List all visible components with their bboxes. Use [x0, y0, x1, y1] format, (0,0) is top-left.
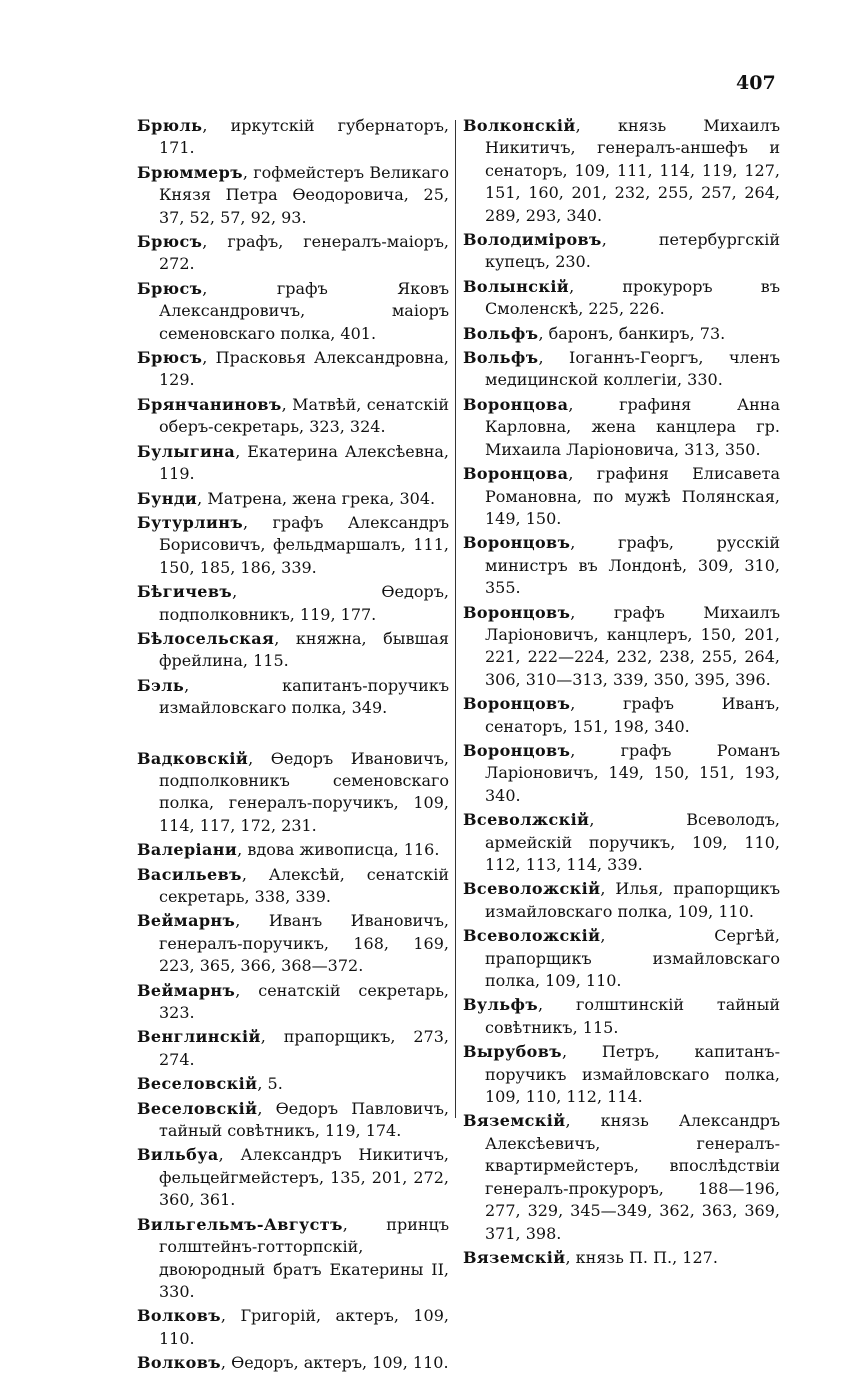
index-entry	[463, 463, 780, 530]
index-entry	[137, 1098, 449, 1143]
index-entry	[137, 1026, 449, 1071]
entry-text: , Иванъ Ивановичъ, генералъ-поручикъ, 168, 169, 223, 365, 366, 368—372.	[159, 911, 449, 976]
entry-headword: Вырубовъ	[463, 1042, 562, 1062]
entry-text: , графиня Елисавета Романовна, по мужѣ Полянская, 149, 150.	[485, 464, 780, 528]
entry-headword: Воронцовъ	[463, 602, 571, 622]
entry-headword: Брюсъ	[137, 348, 203, 368]
entry-headword: Волконскій	[463, 116, 576, 135]
entry-headword: Всеволожскій	[463, 879, 601, 899]
left-column	[137, 115, 449, 1377]
entry-text: , князь Михаилъ Никитичъ, генералъ-аншефъ и сенаторъ, 109, 111, 114, 119, 127, 151, 160, 201, 232, 255, 257, 264, 289, 293, 340.	[485, 116, 780, 225]
index-entry	[137, 980, 449, 1025]
entry-text: , иркутскій губернаторъ, 171.	[159, 116, 449, 158]
entry-text: , баронъ, банкиръ, 73.	[538, 323, 726, 343]
entry-headword: Брянчаниновъ	[137, 394, 282, 414]
entry-headword: Воронцовъ	[463, 740, 571, 760]
entry-headword: Булыгина	[137, 441, 236, 461]
index-entry	[137, 581, 449, 626]
entry-text: , графъ Яковъ Александровичъ, маіоръ семеновскаго полка, 401.	[159, 278, 449, 343]
entry-text: , Матрена, жена грека, 304.	[197, 488, 436, 508]
index-entry	[463, 994, 780, 1039]
index-entry	[463, 878, 780, 923]
entry-headword: Брюсъ	[137, 232, 203, 252]
entry-text: , Матвѣй, сенатскій оберъ-секретарь, 323, 324.	[159, 394, 449, 437]
entry-text: , графъ Иванъ, сенаторъ, 151, 198, 340.	[485, 694, 780, 736]
index-entry	[137, 231, 449, 276]
entry-headword: Бунди	[137, 488, 198, 508]
entry-headword: Волынскій	[463, 276, 570, 296]
index-entry	[463, 1110, 780, 1244]
entry-text: , Петръ, капитанъ-поручикъ измайловскаго полка, 109, 110, 112, 114.	[485, 1042, 780, 1107]
index-entry	[463, 740, 780, 807]
index-entry	[137, 162, 449, 229]
entry-text: , сенатскій секретарь, 323.	[159, 980, 449, 1023]
entry-headword: Васильевъ	[137, 864, 242, 884]
index-entry	[137, 628, 449, 673]
entry-headword: Волковъ	[137, 1353, 221, 1373]
index-entry	[463, 229, 780, 274]
index-entry	[137, 839, 449, 861]
index-entry	[463, 602, 780, 692]
entry-headword: Бѣлосельская	[137, 628, 275, 648]
index-entry	[137, 1352, 449, 1374]
entry-text: , Іоганнъ-Георгъ, членъ медицинской коллегіи, 330.	[485, 348, 780, 390]
index-entry	[463, 532, 780, 599]
entry-headword: Вольфъ	[463, 348, 539, 368]
entry-headword: Веселовскій	[137, 1098, 258, 1118]
entry-text: , 5.	[257, 1074, 283, 1094]
entry-headword: Вяземскій	[463, 1111, 566, 1131]
entry-text: , Григорій, актеръ, 109, 110.	[159, 1306, 449, 1348]
index-entry	[137, 1144, 449, 1211]
entry-text: , графъ, генералъ-маіоръ, 272.	[159, 232, 449, 274]
entry-text: , капитанъ-поручикъ измайловскаго полка, 349.	[159, 675, 449, 718]
entry-text: , Илья, прапорщикъ измайловскаго полка, 109, 110.	[485, 879, 780, 921]
entry-text: , гофмейстеръ Великаго Князя Петра Ѳеодоровича, 25, 37, 52, 57, 92, 93.	[159, 162, 449, 227]
entry-headword: Брюсъ	[137, 278, 203, 298]
entry-text: , принцъ голштейнъ-готторпскій, двоюродный братъ Екатерины II, 330.	[159, 1214, 449, 1301]
index-entry	[463, 115, 780, 227]
entry-text: , князь П. П., 127.	[565, 1247, 718, 1267]
entry-headword: Всеволожскій	[463, 926, 601, 946]
entry-text: , Прасковья Александровна, 129.	[159, 348, 449, 390]
index-entry	[463, 347, 780, 392]
entry-text: , вдова живописца, 116.	[237, 840, 440, 860]
index-entry	[137, 1073, 449, 1095]
entry-text: , Ѳедоръ, актеръ, 109, 110.	[220, 1353, 449, 1373]
entry-headword: Веймарнъ	[137, 980, 236, 1000]
entry-headword: Бѣгичевъ	[137, 582, 233, 602]
index-entry	[137, 115, 449, 160]
entry-headword: Валеріани	[137, 840, 238, 860]
index-entry	[137, 1305, 449, 1350]
entry-headword: Всеволжскій	[463, 810, 590, 830]
index-entry	[137, 488, 449, 510]
index-entry	[137, 394, 449, 439]
index-entry	[463, 394, 780, 461]
entry-text: , графиня Анна Карловна, жена канцлера гр. Михаила Ларіоновича, 313, 350.	[485, 394, 780, 459]
index-entry	[463, 925, 780, 992]
index-entry	[137, 748, 449, 838]
entry-headword: Вильгельмъ-Августъ	[137, 1214, 343, 1234]
entry-text: , петербургскій купецъ, 230.	[485, 230, 780, 272]
entry-headword: Володиміровъ	[463, 230, 602, 250]
index-entry	[463, 693, 780, 738]
index-entry	[463, 276, 780, 321]
index-entry	[137, 864, 449, 909]
entry-text: , князь Александръ Алексѣевичъ, генералъ-квартирмейстеръ, впослѣдствіи генералъ-прокуроръ, 188—196, 277, 329, 345—349, 362, 363, 369, 371, 398.	[485, 1111, 780, 1243]
entry-headword: Веймарнъ	[137, 911, 236, 931]
entry-text: , графъ, русскій министръ въ Лондонѣ, 309, 310, 355.	[485, 533, 780, 598]
index-entry	[463, 1247, 780, 1269]
entry-headword: Брюммеръ	[137, 162, 243, 182]
index-entry	[137, 441, 449, 486]
entry-text: , графъ Александръ Борисовичъ, фельдмаршалъ, 111, 150, 185, 186, 339.	[159, 512, 449, 577]
entry-headword: Брюль	[137, 116, 203, 135]
entry-text: , Александръ Никитичъ, фельцейгмейстеръ, 135, 201, 272, 360, 361.	[159, 1145, 449, 1210]
entry-text: , Всеволодъ, армейскій поручикъ, 109, 110, 112, 113, 114, 339.	[485, 810, 780, 874]
entry-text: , графъ Михаилъ Ларіоновичъ, канцлеръ, 150, 201, 221, 222—224, 232, 238, 255, 264, 306, 310—313, 339, 350, 395, 396.	[485, 602, 780, 689]
index-entry	[137, 347, 449, 392]
entry-text: , Ѳедоръ, подполковникъ, 119, 177.	[159, 582, 449, 624]
entry-headword: Вадковскій	[137, 748, 249, 768]
index-entry	[463, 323, 780, 345]
index-entry	[137, 910, 449, 977]
entry-text: , графъ Романъ Ларіоновичъ, 149, 150, 151, 193, 340.	[485, 740, 780, 805]
entry-headword: Бэль	[137, 675, 185, 695]
entry-headword: Воронцовъ	[463, 694, 571, 714]
entry-headword: Вильбуа	[137, 1145, 219, 1165]
entry-headword: Бутурлинъ	[137, 512, 243, 532]
entry-text: , Сергѣй, прапорщикъ измайловскаго полка, 109, 110.	[485, 926, 780, 991]
entry-text: , прапорщикъ, 273, 274.	[159, 1027, 449, 1069]
entry-headword: Веселовскій	[137, 1074, 258, 1094]
entry-headword: Венглинскій	[137, 1027, 261, 1047]
entry-text: , голштинскій тайный совѣтникъ, 115.	[485, 995, 780, 1037]
entry-text: , Ѳедоръ Ивановичъ, подполковникъ семеновскаго полка, генералъ-поручикъ, 109, 114, 117, 172, 231.	[159, 748, 449, 835]
entry-headword: Воронцовъ	[463, 533, 571, 553]
entry-text: , Ѳедоръ Павловичъ, тайный совѣтникъ, 119, 174.	[159, 1098, 449, 1141]
entry-headword: Воронцова	[463, 394, 569, 414]
entry-text: , прокуроръ въ Смоленскѣ, 225, 226.	[485, 276, 780, 319]
right-column	[463, 115, 780, 1271]
entry-text: , Алексѣй, сенатскій секретарь, 338, 339.	[159, 864, 449, 906]
index-entry	[137, 278, 449, 345]
entry-headword: Вульфъ	[463, 995, 539, 1015]
entry-text: , княжна, бывшая фрейлина, 115.	[159, 628, 449, 671]
index-entry	[137, 675, 449, 720]
index-entry	[463, 809, 780, 876]
entry-headword: Вольфъ	[463, 323, 539, 343]
entry-text: , Екатерина Алексѣевна, 119.	[159, 441, 449, 484]
entry-headword: Вяземскій	[463, 1247, 566, 1267]
index-entry	[137, 1214, 449, 1304]
index-entry	[137, 512, 449, 579]
page-number: 407	[736, 72, 776, 94]
index-entry	[463, 1041, 780, 1108]
column-divider	[455, 120, 456, 1118]
entry-headword: Воронцова	[463, 464, 569, 484]
entry-headword: Волковъ	[137, 1306, 221, 1326]
